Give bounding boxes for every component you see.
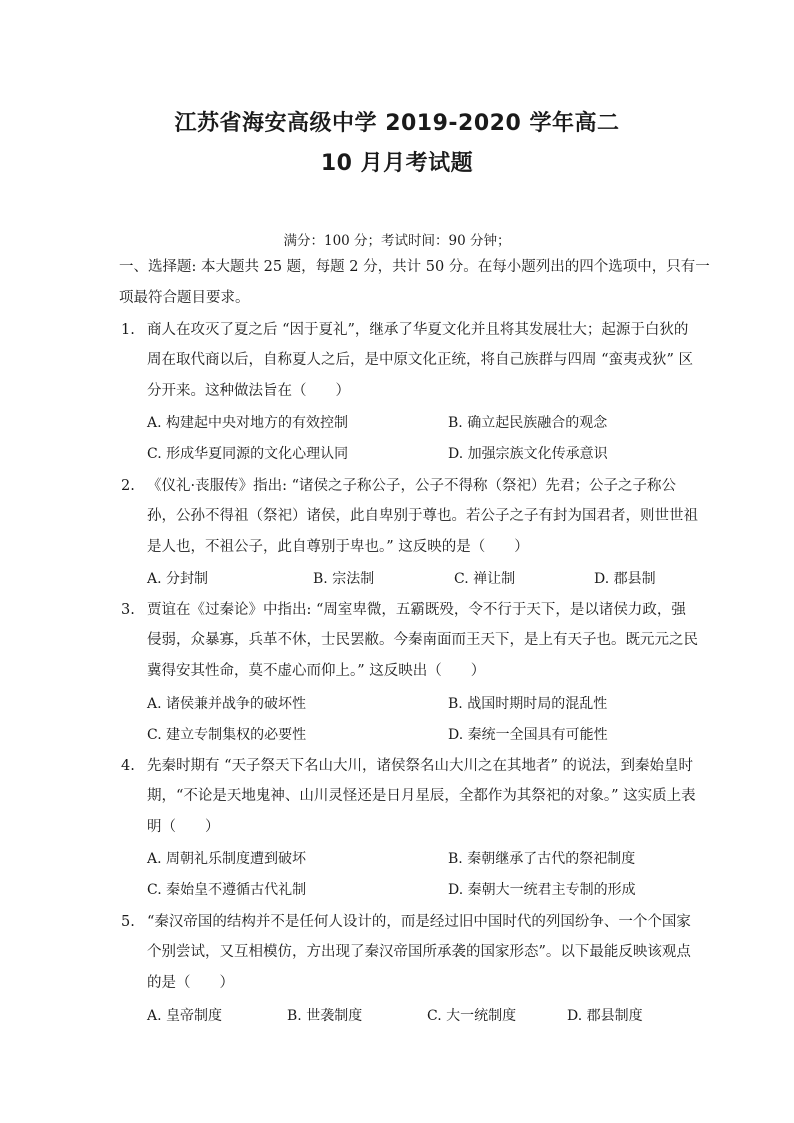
question-text: 是人也，不祖公子，此自尊别于卑也。” 这反映的是（ ） [147, 539, 529, 555]
question-text: 《仪礼·丧服传》指出: “诸侯之子称公子，公子不得称（祭祀）先君；公子之子称公 [147, 478, 677, 494]
question-text: 先秦时期有 “天子祭天下名山大川，诸侯祭名山大川之在其地者” 的说法，到秦始皇时 [147, 758, 694, 774]
option-b: B. 宗法制 [313, 571, 375, 587]
option-d: D. 郡县制度 [567, 1008, 643, 1024]
question-text: 贾谊在《过秦论》中指出: “周室卑微，五霸既殁，令不行于天下，是以诸侯力政，强 [147, 602, 686, 618]
exam-meta: 满分：100 分；考试时间：90 分钟； [283, 233, 511, 249]
question-text: 周在取代商以后，自称夏人之后，是中原文化正统，将自己族群与四周 “蛮夷戎狄” 区 [147, 352, 694, 368]
option-b: B. 确立起民族融合的观念 [448, 415, 608, 431]
option-c: C. 秦始皇不遵循古代礼制 [147, 882, 307, 898]
question-text: 明（ ） [147, 819, 220, 835]
question-number: 3. [121, 602, 135, 618]
option-a: A. 周朝礼乐制度遭到破坏 [147, 851, 307, 867]
question-text: 期，“不论是天地鬼神、山川灵怪还是日月星辰，全都作为其祭祀的对象。” 这实质上表 [147, 788, 696, 804]
exam-title-line1: 江苏省海安高级中学 2019-2020 学年高二 [174, 111, 620, 136]
option-b: B. 秦朝继承了古代的祭祀制度 [448, 851, 636, 867]
option-a: A. 皇帝制度 [147, 1008, 223, 1024]
section-instruction-line1: 一、选择题: 本大题共 25 题，每题 2 分，共计 50 分。在每小题列出的四个选项中，只有一 [119, 259, 710, 275]
option-c: C. 建立专制集权的必要性 [147, 727, 307, 743]
option-b: B. 世袭制度 [287, 1008, 363, 1024]
question-text: 个别尝试，又互相模仿，方出现了秦汉帝国所承袭的国家形态”。以下最能反映该观点 [147, 944, 691, 960]
question-number: 5. [121, 914, 135, 930]
exam-title-line2: 10 月月考试题 [320, 151, 474, 176]
question-text: 分开来。这种做法旨在（ ） [147, 383, 350, 399]
option-d: D. 加强宗族文化传承意识 [448, 446, 608, 462]
question-text: 冀得安其性命，莫不虚心而仰上。” 这反映出（ ） [147, 663, 486, 679]
option-c: C. 大一统制度 [427, 1008, 517, 1024]
option-a: A. 分封制 [147, 571, 209, 587]
question-text: 商人在攻灭了夏之后 “因于夏礼”，继承了华夏文化并且将其发展壮大；起源于白狄的 [147, 322, 689, 338]
question-number: 4. [121, 758, 135, 774]
section-instruction-line2: 项最符合题目要求。 [119, 290, 250, 306]
option-b: B. 战国时期时局的混乱性 [448, 696, 608, 712]
option-c: C. 禅让制 [454, 571, 516, 587]
option-d: D. 秦朝大一统君主专制的形成 [448, 882, 636, 898]
question-number: 1. [121, 322, 135, 338]
option-d: D. 秦统一全国具有可能性 [448, 727, 608, 743]
option-a: A. 诸侯兼并战争的破坏性 [147, 696, 307, 712]
option-d: D. 郡县制 [594, 571, 656, 587]
question-text: 的是（ ） [147, 975, 234, 991]
question-text: 孙，公孙不得祖（祭祀）诸侯，此自卑别于尊也。若公子之子有封为国君者，则世世祖 [147, 508, 698, 524]
question-text: “秦汉帝国的结构并不是任何人设计的，而是经过旧中国时代的列国纷争、一个个国家 [147, 914, 691, 930]
option-a: A. 构建起中央对地方的有效控制 [147, 415, 349, 431]
option-c: C. 形成华夏同源的文化心理认同 [147, 446, 349, 462]
question-number: 2. [121, 478, 135, 494]
question-text: 侵弱，众暴寡，兵革不休，士民罢敝。今秦南面而王天下，是上有天子也。既元元之民 [147, 632, 698, 648]
